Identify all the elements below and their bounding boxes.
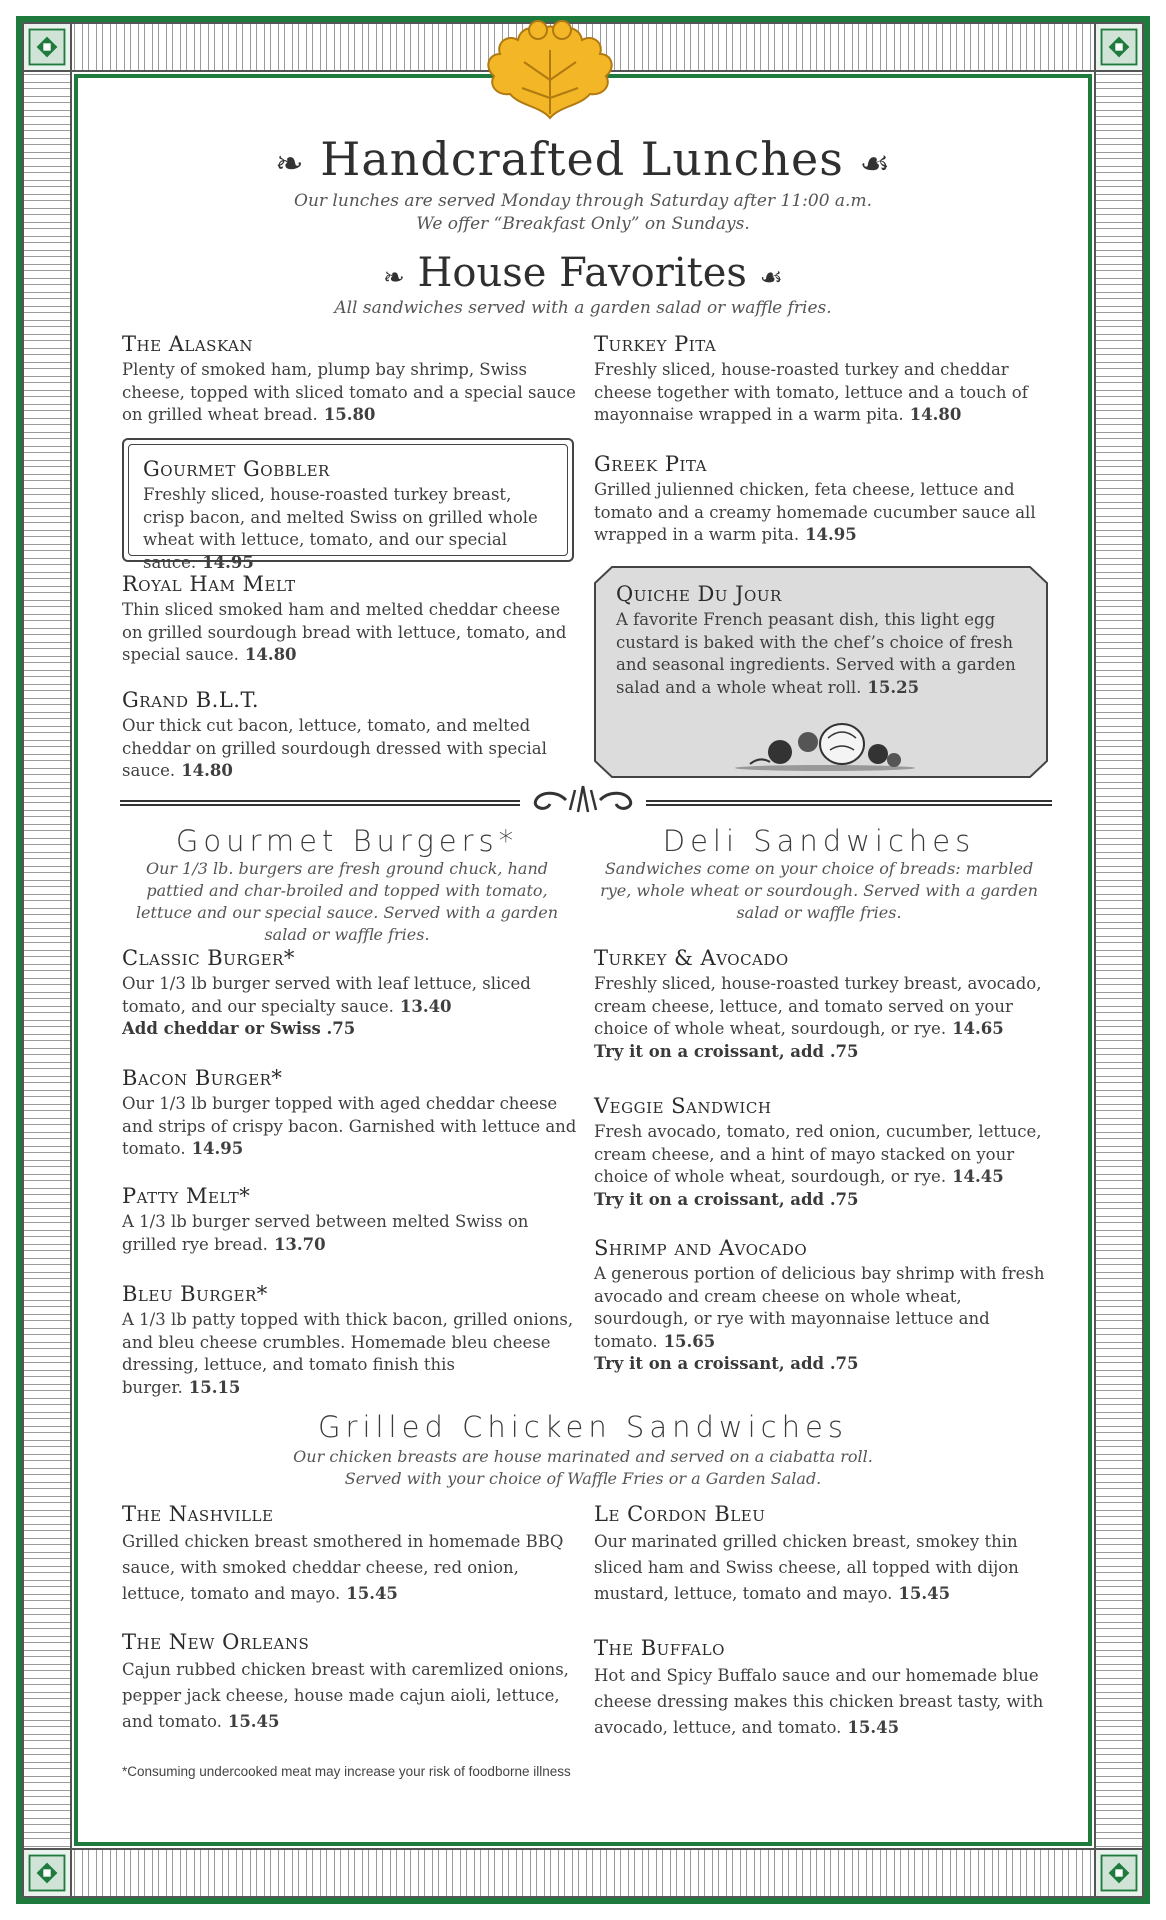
oak-leaf-icon <box>480 10 620 122</box>
chicken-title: Grilled Chicken Sandwiches <box>318 1410 848 1444</box>
menu-item: Patty Melt* A 1/3 lb burger served between melted Swiss on grilled rye bread. 13.70 <box>122 1184 529 1254</box>
menu-item: The Alaskan Plenty of smoked ham, plump bay shrimp, Swiss cheese, topped with sliced tomato and a special sauce on grilled wheat bread. 15.80 <box>122 332 576 424</box>
chain-border-left <box>22 72 72 1848</box>
burgers-title: Gourmet Burgers* <box>175 824 519 858</box>
menu-item: The Nashville Grilled chicken breast smothered in homemade BBQ sauce, with smoked cheddar cheese, red onion, lettuce, tomato and mayo. 15.45 <box>122 1502 564 1603</box>
menu-item: Gourmet Gobbler Freshly sliced, house-roasted turkey breast, crisp bacon, and melted Swiss on grilled whole wheat with lettuce, tomato, and our special sauce. 14.95 <box>128 444 568 556</box>
corner-ornament-icon <box>22 1848 72 1898</box>
scroll-ornament-icon: ❧ <box>275 144 305 184</box>
burgers-subtitle: Our 1/3 lb. burgers are fresh ground chuck, hand pattied and char-broiled and topped with tomato, lettuce and our special sauce. Served with a garden salad or waffle fries. <box>135 859 559 944</box>
menu-item: Turkey Pita Freshly sliced, house-roasted turkey and cheddar cheese together with tomato, lettuce and a touch of mayonnaise wrapped in a warm pita. 14.80 <box>594 332 1028 424</box>
featured-item-box <box>122 438 574 572</box>
chain-border-bottom <box>72 1848 1094 1898</box>
menu-item: Greek Pita Grilled julienned chicken, feta cheese, lettuce and tomato and a creamy homemade cucumber sauce all wrapped in a warm pita. 14.95 <box>594 452 1036 544</box>
corner-ornament-icon <box>1094 22 1144 72</box>
menu-item: Shrimp and Avocado A generous portion of delicious bay shrimp with fresh avocado and cream cheese on whole wheat, sourdough, or rye with mayonnaise lettuce and tomato. 15.65 Try it on a croissant, add .75 <box>594 1236 1045 1373</box>
scroll-ornament-icon: ☙ <box>859 144 891 184</box>
menu-item: The Buffalo Hot and Spicy Buffalo sauce and our homemade blue cheese dressing makes this chicken breast tasty, with avocado, lettuce, and tomato. 15.45 <box>594 1636 1044 1737</box>
menu-item: Bleu Burger* A 1/3 lb patty topped with thick bacon, grilled onions, and bleu cheese crumbles. Homemade bleu cheese dressing, lettuce, and tomato finish this burger. 15.15 <box>122 1282 574 1397</box>
menu-item: Classic Burger* Our 1/3 lb burger served with leaf lettuce, sliced tomato, and our specialty sauce. 13.40 Add cheddar or Swiss .75 <box>122 946 531 1038</box>
lunch-hours-note: Our lunches are served Monday through Saturday after 11:00 a.m. We offer “Breakfast Only” on Sundays. <box>294 191 872 234</box>
divider-ornament-icon <box>520 782 646 816</box>
house-favorites-title: ❧ House Favorites ☙ <box>383 250 783 296</box>
footnote: *Consuming undercooked meat may increase your risk of foodborne illness <box>122 1764 571 1779</box>
chicken-subtitle: Our chicken breasts are house marinated and served on a ciabatta roll. Served with your choice of Waffle Fries or a Garden Salad. <box>293 1447 873 1488</box>
menu-item: Quiche Du Jour A favorite French peasant dish, this light egg custard is baked with the chef’s choice of fresh and seasonal ingredients. Served with a garden salad and a whole wheat roll. 15.25 <box>616 582 1016 697</box>
chain-border-right <box>1094 72 1144 1848</box>
menu-item: Grand B.L.T. Our thick cut bacon, lettuce, tomato, and melted cheddar on grilled sourdough dressed with special sauce. 14.80 <box>122 688 547 780</box>
menu-item: Bacon Burger* Our 1/3 lb burger topped with aged cheddar cheese and strips of crispy bacon. Garnished with lettuce and tomato. 14.95 <box>122 1066 577 1158</box>
house-favorites-subtitle: All sandwiches served with a garden salad or waffle fries. <box>334 298 832 318</box>
menu-item: Le Cordon Bleu Our marinated grilled chicken breast, smokey thin sliced ham and Swiss cheese, all topped with dijon mustard, lettuce, tomato and mayo. 15.45 <box>594 1502 1019 1603</box>
deli-title: Deli Sandwiches <box>662 824 976 858</box>
deli-subtitle: Sandwiches come on your choice of breads: marbled rye, whole wheat or sourdough. Served with a garden salad or waffle fries. <box>600 859 1038 922</box>
corner-ornament-icon <box>1094 1848 1144 1898</box>
page-title: ❧ Handcrafted Lunches ☙ <box>275 132 891 186</box>
corner-ornament-icon <box>22 22 72 72</box>
menu-item: Veggie Sandwich Fresh avocado, tomato, red onion, cucumber, lettuce, cream cheese, and a hint of mayo stacked on your choice of whole wheat, sourdough, or rye. 14.45 Try it on a croissant, add .75 <box>594 1094 1042 1209</box>
scroll-ornament-icon: ☙ <box>759 263 783 293</box>
menu-item: The New Orleans Cajun rubbed chicken breast with caremlized onions, pepper jack cheese, house made cajun aioli, lettuce, and tomato. 15.45 <box>122 1630 569 1731</box>
vegetables-illustration-icon <box>730 720 920 772</box>
menu-item: Royal Ham Melt Thin sliced smoked ham and melted cheddar cheese on grilled sourdough bread with lettuce, tomato, and special sauce. 14.80 <box>122 572 567 664</box>
scroll-ornament-icon: ❧ <box>383 263 405 293</box>
menu-item: Turkey & Avocado Freshly sliced, house-roasted turkey breast, avocado, cream cheese, lettuce, and tomato served on your choice of whole wheat, sourdough, or rye. 14.65 Try it on a croissant, add .75 <box>594 946 1042 1061</box>
